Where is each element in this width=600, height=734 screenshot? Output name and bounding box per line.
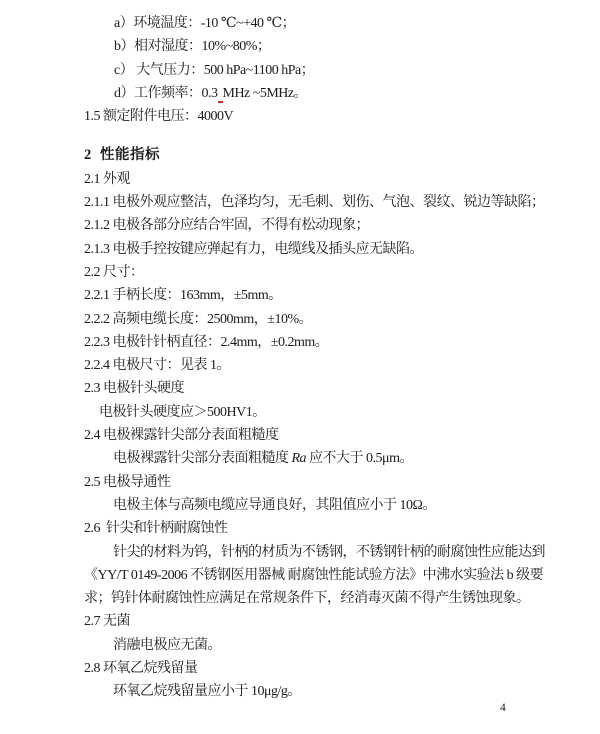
document-body (84, 12, 580, 704)
doc-line-sec-2-1-3: 2.1.3 电极手控按键应弹起有力，电缆线及插头应无缺陷。 (84, 241, 423, 257)
doc-line-sec-2-2: 2.2 尺寸： (84, 264, 144, 280)
doc-line-sec-2-2-2: 2.2.2 高频电缆长度：2500mm，±10%。 (84, 311, 313, 327)
doc-line-sec-2-1-1: 2.1.1 电极外观应整洁，色泽均匀，无毛刺、划伤、气泡、裂纹、锐边等缺陷； (84, 195, 545, 211)
doc-line-sec-2-7: 2.7 无菌 (84, 614, 130, 630)
doc-line-sec-2-8: 2.8 环氧乙烷残留量 (84, 661, 198, 677)
doc-line-body-2-6-1: 针尖的材料为钨，针柄的材质为不锈钢，不锈钢针柄的耐腐蚀性应能达到 (113, 544, 545, 560)
doc-line-sec-2-4: 2.4 电极裸露针尖部分表面粗糙度 (84, 428, 279, 444)
doc-line-sub-2-7: 消融电极应无菌。 (113, 637, 221, 653)
doc-line-sec-2-6: 2.6 针尖和针柄耐腐蚀性 (84, 521, 228, 537)
doc-line-heading-2: 2 性能指标 (84, 147, 160, 164)
doc-line-sec-2-5: 2.5 电极导通性 (84, 474, 171, 490)
doc-line-item-d: d）工作频率：0.3 MHz ~5MHz。 (114, 85, 308, 101)
doc-line-item-b: b）相对湿度：10%~80%； (114, 39, 271, 55)
page-number: 4 (500, 702, 506, 714)
doc-line-sec-2-2-1: 2.2.1 手柄长度：163mm，±5mm。 (84, 288, 282, 304)
doc-line-sec-2-2-4: 2.2.4 电极尺寸：见表 1。 (84, 358, 230, 374)
doc-line-sub-2-8: 环氧乙烷残留量应小于 10μg/g。 (113, 684, 301, 700)
doc-line-sub-2-4: 电极裸露针尖部分表面粗糙度 Ra 应不大于 0.5μm。 (113, 451, 413, 467)
doc-line-item-a: a）环境温度：-10 ℃~+40 ℃； (114, 16, 296, 31)
doc-line-item-c: c） 大气压力：500 hPa~1100 hPa； (114, 62, 315, 78)
doc-line-body-2-6-3: 求；钨针体耐腐蚀性应满足在常规条件下，经消毒灭菌不得产生锈蚀现象。 (84, 591, 530, 607)
italic-text: Ra (291, 451, 307, 467)
doc-line-sec-2-3: 2.3 电极针头硬度 (84, 381, 184, 397)
doc-line-sec-2-1: 2.1 外观 (84, 171, 130, 187)
doc-line-body-2-6-2: 《YY/T 0149-2006 不锈钢医用器械 耐腐蚀性能试验方法》中沸水实验法 b 级要 (84, 567, 544, 583)
doc-line-sec-2-2-3: 2.2.3 电极针针柄直径：2.4mm，±0.2mm。 (84, 334, 329, 350)
doc-line-sub-2-3: 电极针头硬度应＞500HV1。 (99, 404, 266, 420)
doc-line-sub-2-5: 电极主体与高频电缆应导通良好，其阻值应小于 10Ω。 (113, 497, 436, 513)
doc-line-sec-1-5: 1.5 额定附件电压：4000V (84, 109, 234, 125)
doc-line-sec-2-1-2: 2.1.2 电极各部分应结合牢固，不得有松动现象； (84, 218, 369, 234)
